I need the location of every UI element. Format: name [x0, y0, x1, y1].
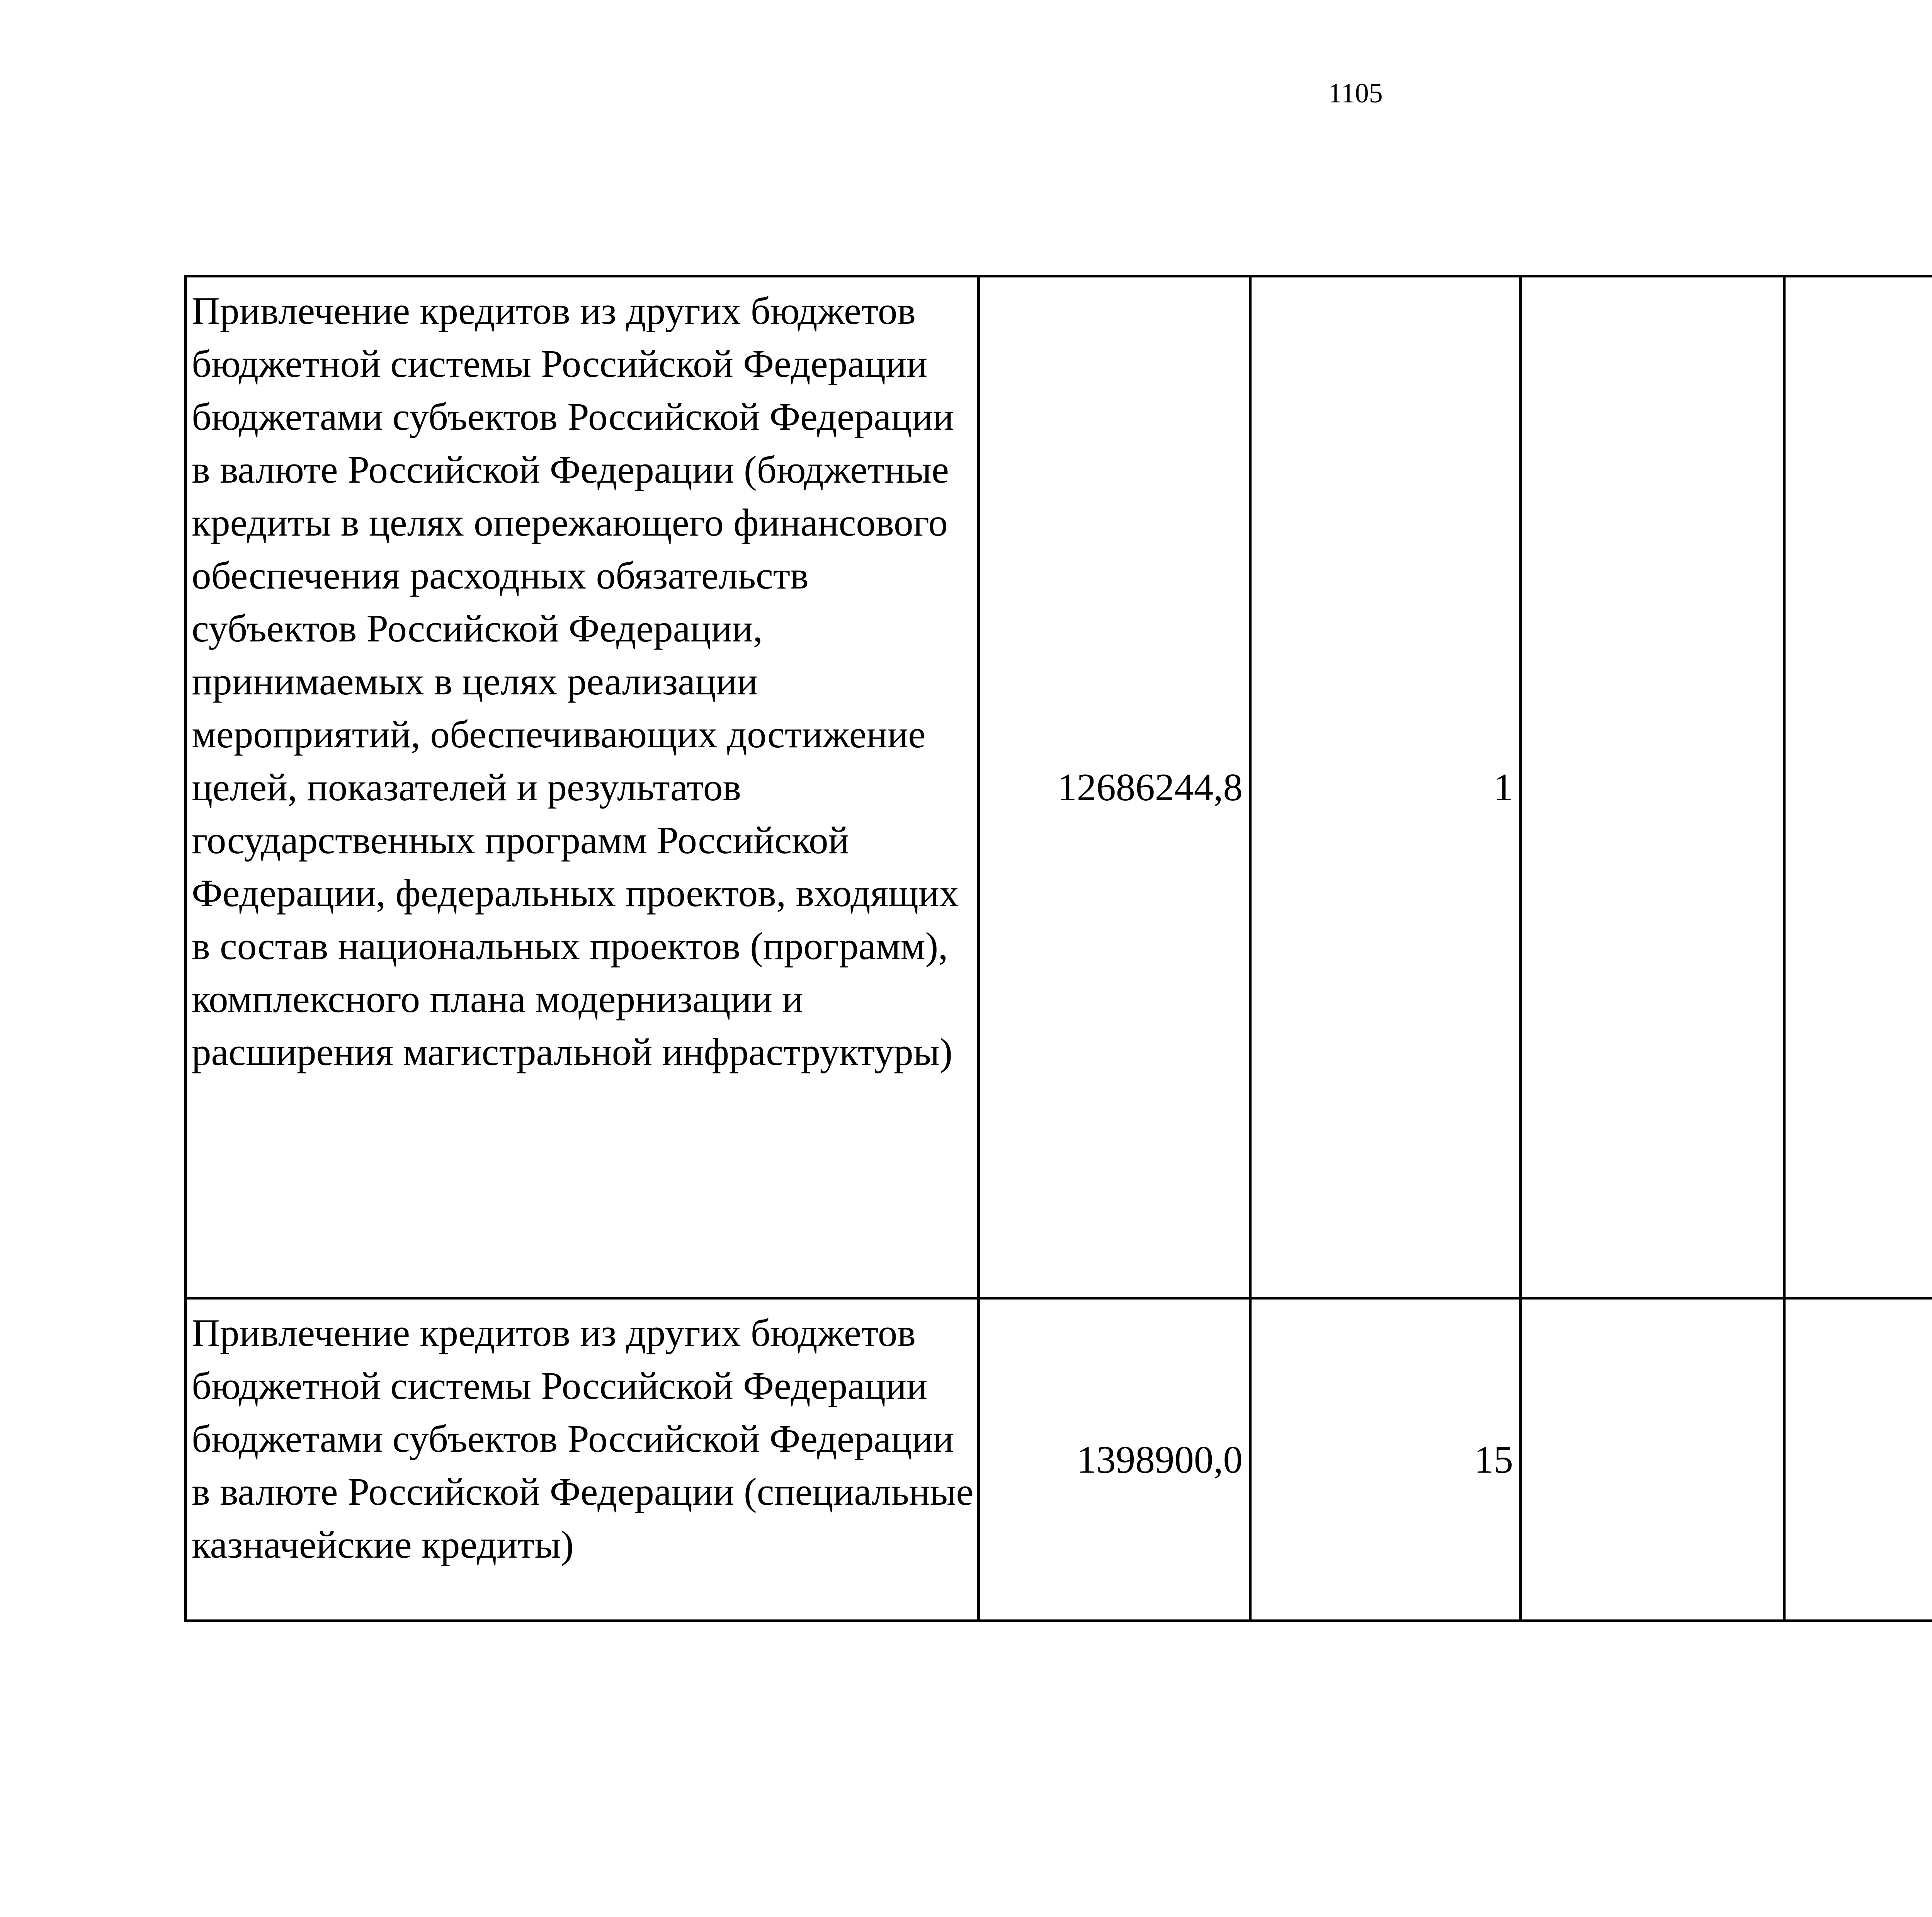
row-value: 1 — [1250, 276, 1521, 1298]
empty-cell — [1521, 1298, 1784, 1621]
table-row — [186, 1298, 1932, 1621]
page-number: 1105 — [1328, 78, 1383, 109]
row-amount: 12686244,8 — [979, 276, 1250, 1298]
row-description: Привлечение кредитов из других бюджетов бюджетной системы Российской Федерации бюджетами субъектов Российской Федерации в валюте Российской Федерации (специальные казначейские кредиты) — [186, 1298, 979, 1621]
row-description: Привлечение кредитов из других бюджетов бюджетной системы Российской Федерации бюджетами субъектов Российской Федерации в валюте Российской Федерации (бюджетные кредиты в целях опережающего финансового обеспечения расходных обязательств субъектов Российской Федерации, принимаемых в целях реализации мероприятий, обеспечивающих достижение целей, показателей и результатов государственных программ Российской Федерации, федеральных проектов, входящих в состав национальных проектов (программ), комплексного плана модернизации и расширения магистральной инфраструктуры) — [186, 276, 979, 1298]
empty-cell — [1784, 276, 1932, 1298]
empty-cell — [1784, 1298, 1932, 1621]
table-row — [186, 276, 1932, 1298]
empty-cell — [1521, 276, 1784, 1298]
budget-table — [184, 275, 1932, 1622]
row-value: 15 — [1250, 1298, 1521, 1621]
row-amount: 1398900,0 — [979, 1298, 1250, 1621]
